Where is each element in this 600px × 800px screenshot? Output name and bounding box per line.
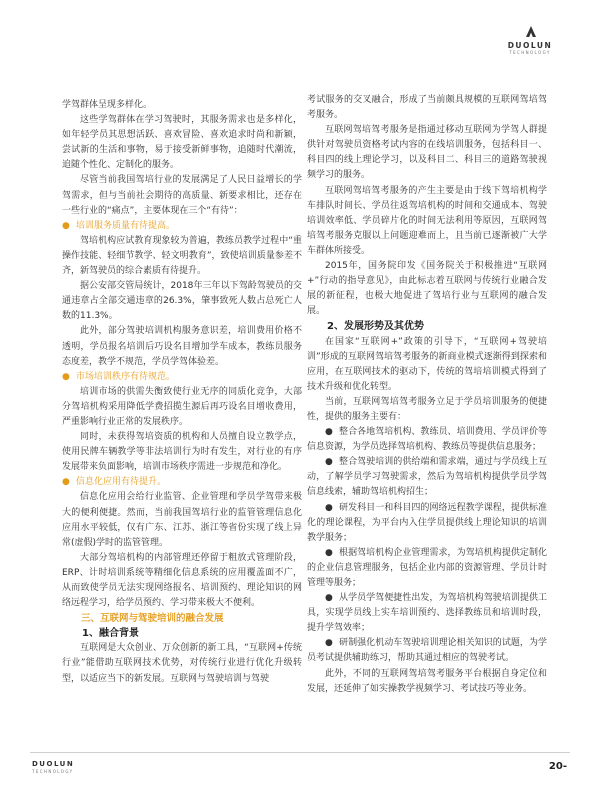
right-paragraph-1: 互联网驾培驾考服务是指通过移动互联网为学驾人群提供针对驾驶员资格考试内容的在线培训服务，包括科目一、科目四的线上理论学习，以及科目二、科目三的道路驾驶视频学习的服务。 [307,125,547,181]
bullet-dot-icon: ● [325,547,333,558]
right-column [307,93,547,697]
right-bullet-3 [307,501,547,546]
right-paragraph-0: 考试服务的交叉融合，形成了当前颇具规模的互联网驾培驾考服务。 [307,95,547,121]
header-brand-sub: TECHNOLOGY [509,50,551,55]
left-bullet-2-text: 市场培训秩序有待规范。 [76,371,176,382]
left-paragraph-5: 此外，部分驾驶培训机构服务意识差，培训费用价格不透明，学员报名培训后巧设名目增加学车成本，教练员服务态度差，教学不规范，学员学驾体验差。 [62,326,302,367]
left-paragraph-6: 培训市场的供需失衡致使行业无序的同质化竞争，大部分驾培机构采用降低学费招揽生源后再巧设名目增收费用，严重影响行业正常的发展秩序。 [62,386,302,427]
right-bullet-1-text: 整合各地驾培机构、教练员、培训费用、学员评价等信息资源，为学员选择驾培机构、教练员等提供信息服务； [307,427,547,453]
left-paragraph-1: 这些学驾群体在学习驾驶时，其服务需求也是多样化，如年轻学员其思想活跃、喜欢冒险、喜欢追求时尚和新颖，尝试新的生活和事物，易于接受新鲜事物，追随时代潮流，追随个性化、定制化的服务。 [62,115,302,171]
left-paragraph-2: 尽管当前我国驾培行业的发展满足了人民日益增长的学驾需求，但与当前社会期待的高质量、新要求相比，还存在一些行业的“痛点”，主要体现在三个“有待”： [62,175,302,216]
section-3-heading: 三、互联网与驾驶培训的融合发展 [81,613,224,625]
right-bullet-6 [307,636,547,666]
bullet-dot-icon: ● [325,427,333,438]
left-paragraph-8: 信息化应用会给行业监管、企业管理和学员学驾带来极大的便利便捷。然而，当前我国驾培行业的监管管理信息化应用水平较低，仅有广东、江苏、浙江等省份实现了线上异常(虚假)学时的监管管理。 [62,492,302,548]
right-bullet-3-text: 研发科目一和科目四的网络远程教学课程，提供标准化的理论课程，为平台内入住学员提供线上理论知识的培训教学服务； [307,502,547,543]
footer-divider [30,752,570,753]
left-paragraph-7: 同时，未获得驾培资质的机构和人员擅自设立教学点，使用民牌车辆教学等非法培训行为时有发生，对行业的有序发展带来负面影响，培训市场秩序需进一步规范和净化。 [62,432,302,473]
subsection-2-heading: 2、发展形势及其优势 [327,321,424,333]
header-logo [498,25,562,63]
header-brand: DUOLUN [507,41,553,50]
left-bullet-1-text: 培训服务质量有待提高。 [76,220,176,231]
footer-brand: DUOLUN [32,760,75,768]
left-bullet-2 [62,370,302,385]
right-paragraph-4: 在国家“互联网+”政策的引导下，“互联网+驾驶培训”形成的互联网驾培驾考服务的新商业模式逐渐得到探索和应用，在互联网技术的驱动下，传统的驾培培训模式得到了技术升级和优化转型。 [307,336,547,392]
right-bullet-5 [307,591,547,636]
right-bullet-4 [307,546,547,591]
logo-mark-icon [524,25,538,39]
bullet-dot-icon: ● [62,477,70,488]
bullet-dot-icon: ● [325,502,333,513]
left-paragraph-9: 大部分驾培机构的内部管理还停留于粗放式管理阶段，ERP、计时培训系统等精细化信息系统的应用覆盖面不广，从而致使学员无法实现网络报名、培训预约、理论知识的网络远程学习，给学员预约、学习带来极大不便利。 [62,552,302,609]
left-paragraph-4: 据公安部交管局统计，2018年三年以下驾龄驾驶员的交通违章占全部交通违章的26.3%，肇事致死人数占总死亡人数的11.3%。 [62,281,302,322]
footer-brand-sub: TECHNOLOGY [32,769,74,774]
left-paragraph-0: 学驾群体呈现多样化。 [62,100,153,110]
right-paragraph-5: 当前，互联网驾培驾考服务立足于学员培训服务的便捷性，提供的服务主要有： [307,396,547,422]
right-bullet-1 [307,425,547,455]
bullet-dot-icon: ● [325,457,333,468]
left-column [62,98,302,687]
right-paragraph-3: 2015年，国务院印发《国务院关于积极推进“互联网+”行动的指导意见》，由此标志着互联网与传统行业融合发展的新征程，也极大地促进了驾培行业与互联网的融合发展。 [307,261,547,317]
right-paragraph-6: 此外，不同的互联网驾培驾考服务平台根据自身定位和发展，还延伸了如实操教学视频学习、考试技巧等业务。 [307,668,547,694]
right-bullet-5-text: 从学员学驾便捷性出发，为驾培机构驾驶培训提供工具，实现学员线上实车培训预约、选择教练员和培训时段，提升学驾效率； [307,593,547,634]
left-paragraph-3: 驾培机构应试教育现象较为普遍，教练员教学过程中“重操作技能、轻细节教学、轻文明教育”，致使培训质量参差不齐，新驾驶员的综合素质有待提升。 [62,235,302,277]
bullet-dot-icon: ● [325,638,333,649]
left-paragraph-10: 互联网是大众创业、万众创新的新工具，“互联网+传统行业”能借助互联网技术优势，对传统行业进行优化升级转型，以适应当下的新发展。互联网与驾驶培训与驾驶 [62,643,302,684]
right-bullet-4-text: 根据驾培机构企业管理需求，为驾培机构提供定制化的企业信息管理服务，包括企业内部的资源管理、学员计时管理等服务； [307,547,547,588]
right-bullet-6-text: 研制强化机动车驾驶培训理论相关知识的试题，为学员考试提供辅助练习，帮助其通过相应的驾驶考试。 [307,638,547,664]
bullet-dot-icon: ● [62,220,70,231]
bullet-dot-icon: ● [62,371,70,382]
page-number: 20- [548,761,567,772]
left-bullet-3-text: 信息化应用有待提升。 [76,477,167,488]
footer-logo [32,760,102,780]
subsection-1-heading: 1、融合背景 [82,628,139,640]
right-bullet-2-text: 整合驾驶培训的供给端和需求端，通过与学员线上互动，了解学员学习驾驶需求，然后为驾培机构提供学员学驾信息线索，辅助驾培机构招生； [307,457,547,498]
bullet-dot-icon: ● [325,593,333,604]
left-bullet-1 [62,219,302,234]
right-bullet-2 [307,455,547,500]
right-paragraph-2: 互联网驾培驾考服务的产生主要是由于线下驾培机构学车排队时间长、学员往返驾培机构的时间和交通成本、驾驶培训效率低、学员碎片化的时间无法利用等原因，互联网驾培驾考服务克服以上问题迎难而上，且当前已逐渐被广大学车群体所接受。 [307,185,547,256]
left-bullet-3 [62,475,302,490]
